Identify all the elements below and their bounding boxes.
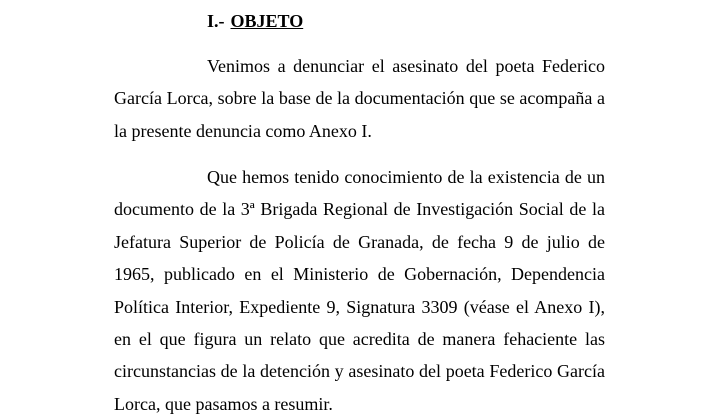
section-number: I.-: [207, 11, 225, 31]
paragraph-denuncia: Venimos a denunciar el asesinato del poeta Federico García Lorca, sobre la base de la documentación que se acompaña a la presente denuncia como Anexo I.: [114, 56, 605, 141]
paragraph-conocimiento: Que hemos tenido conocimiento de la existencia de un documento de la 3ª Brigada Regional de Investigación Social de la Jefatura Superior de Policía de Granada, de fecha 9 de julio de 1965, publicado en el Ministerio de Gobernación, Dependencia Política Interior, Expediente 9, Signatura 3309 (véase el Anexo I), en el que figura un relato que acredita de manera fehaciente las circunstancias de la detención y asesinato del poeta Federico García Lorca, que pasamos a resumir.: [114, 167, 605, 414]
section-heading: [207, 10, 303, 32]
section-title: OBJETO: [230, 11, 304, 31]
